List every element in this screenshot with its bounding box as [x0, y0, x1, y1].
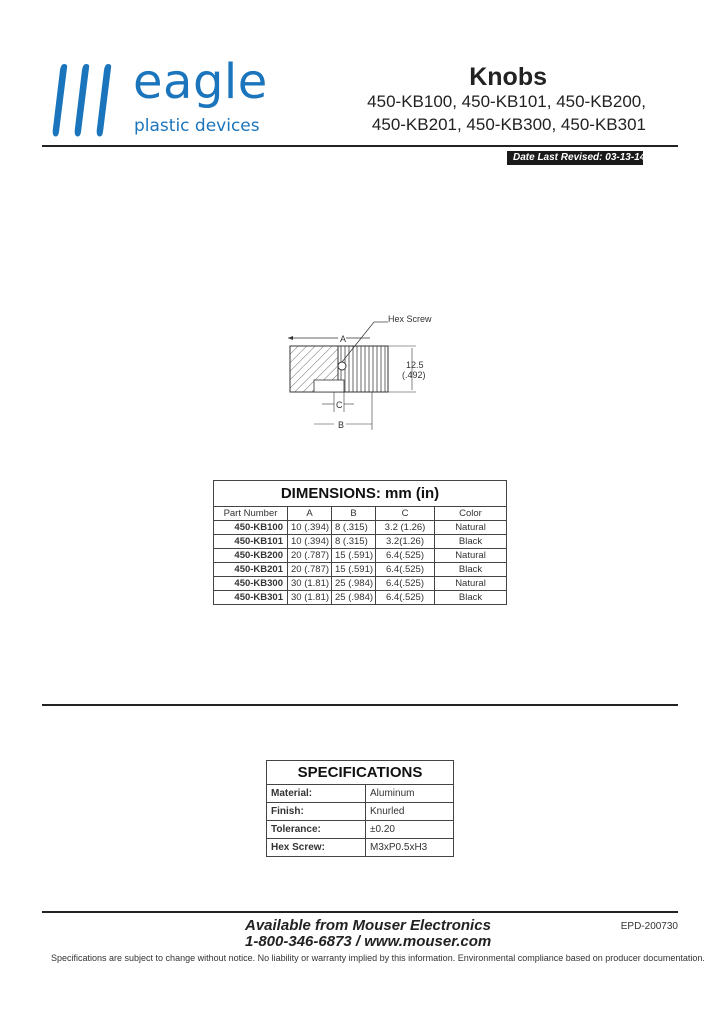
revised-label: Date Last Revised: — [513, 152, 603, 163]
dim-b: 25 (.984) — [332, 577, 376, 591]
section-divider — [42, 704, 678, 706]
revised-badge — [507, 151, 646, 165]
specifications-table — [266, 760, 454, 857]
part-number: 450-KB300 — [214, 577, 288, 591]
dim-a: 30 (1.81) — [288, 577, 332, 591]
header-a: A — [288, 507, 332, 521]
page-title: Knobs — [469, 63, 547, 91]
color: Black — [435, 591, 507, 605]
model-list-line-2: 450-KB201, 450-KB300, 450-KB301 — [371, 115, 646, 134]
logo-tagline: plastic devices — [134, 116, 260, 136]
hex-screw-label: Hex Screw — [388, 314, 432, 324]
dim-a: 20 (.787) — [288, 563, 332, 577]
dimension-c-label: C — [336, 400, 343, 410]
spec-value: M3xP0.5xH3 — [366, 839, 454, 857]
table-row — [214, 549, 507, 563]
dim-a: 10 (.394) — [288, 535, 332, 549]
dimensions-header-row — [214, 507, 507, 521]
dim-c: 6.4(.525) — [376, 591, 435, 605]
color: Natural — [435, 577, 507, 591]
part-number: 450-KB101 — [214, 535, 288, 549]
dimensions-caption: DIMENSIONS: mm (in) — [214, 481, 507, 507]
header-c: C — [376, 507, 435, 521]
availability-text: Available from Mouser Electronics — [245, 917, 491, 934]
table-row — [267, 821, 454, 839]
dim-b: 8 (.315) — [332, 535, 376, 549]
phone-web-text: 1-800-346-6873 / www.mouser.com — [245, 933, 492, 950]
dim-a: 20 (.787) — [288, 549, 332, 563]
model-list-line-1: 450-KB100, 450-KB101, 450-KB200, — [367, 92, 646, 111]
dimension-a-label: A — [340, 334, 347, 344]
part-number: 450-KB201 — [214, 563, 288, 577]
spec-value: ±0.20 — [366, 821, 454, 839]
footer-divider — [42, 911, 678, 913]
revised-date: 03-13-14 — [605, 152, 646, 163]
spec-value: Knurled — [366, 803, 454, 821]
color: Black — [435, 563, 507, 577]
spec-label: Material: — [267, 785, 366, 803]
logo-brand: eagle — [133, 54, 268, 110]
table-row — [267, 785, 454, 803]
dim-c: 6.4(.525) — [376, 577, 435, 591]
table-row — [214, 535, 507, 549]
table-row — [267, 803, 454, 821]
part-number: 450-KB100 — [214, 521, 288, 535]
spec-value: Aluminum — [366, 785, 454, 803]
dim-a: 10 (.394) — [288, 521, 332, 535]
color: Natural — [435, 521, 507, 535]
dim-a: 30 (1.81) — [288, 591, 332, 605]
dim-c: 6.4(.525) — [376, 549, 435, 563]
color: Natural — [435, 549, 507, 563]
part-number: 450-KB200 — [214, 549, 288, 563]
table-row — [214, 521, 507, 535]
dim-c: 3.2 (1.26) — [376, 521, 435, 535]
spec-label: Tolerance: — [267, 821, 366, 839]
dim-c: 3.2(1.26) — [376, 535, 435, 549]
specifications-caption: SPECIFICATIONS — [267, 761, 454, 785]
spec-label: Finish: — [267, 803, 366, 821]
dim-c: 6.4(.525) — [376, 563, 435, 577]
table-row — [214, 577, 507, 591]
dim-b: 25 (.984) — [332, 591, 376, 605]
header-color: Color — [435, 507, 507, 521]
header-divider — [42, 145, 678, 147]
header-part-number: Part Number — [214, 507, 288, 521]
dim-b: 15 (.591) — [332, 549, 376, 563]
table-row — [267, 839, 454, 857]
table-row — [214, 591, 507, 605]
header-b: B — [332, 507, 376, 521]
knob-cross-section-drawing — [276, 300, 451, 440]
height-in-label: (.492) — [402, 370, 426, 380]
disclaimer-text: Specifications are subject to change without notice. No liability or warranty implied by this information. Environmental compliance based on producer documentation. — [51, 953, 705, 963]
dimension-b-label: B — [338, 420, 345, 430]
dimensions-table — [213, 480, 507, 605]
table-row — [214, 563, 507, 577]
spec-label: Hex Screw: — [267, 839, 366, 857]
color: Black — [435, 535, 507, 549]
part-number: 450-KB301 — [214, 591, 288, 605]
dim-b: 8 (.315) — [332, 521, 376, 535]
document-number: EPD-200730 — [620, 921, 678, 932]
logo-stripes-icon — [50, 62, 130, 142]
height-mm-label: 12.5 — [406, 360, 424, 370]
dim-b: 15 (.591) — [332, 563, 376, 577]
